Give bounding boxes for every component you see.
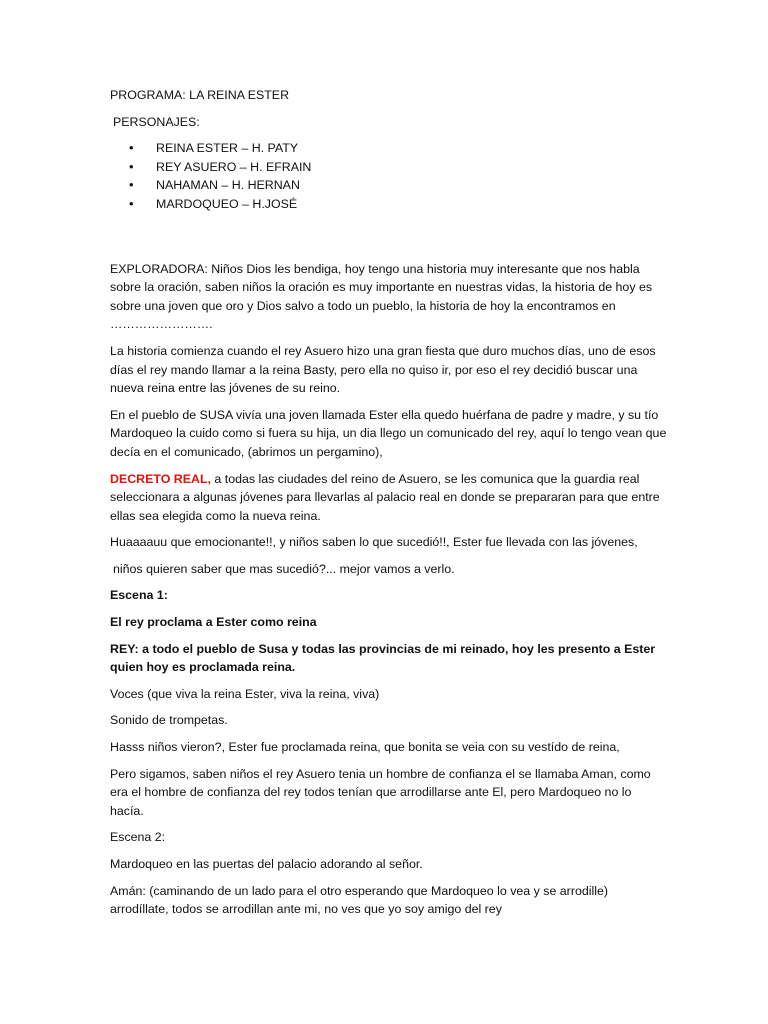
- bullet-icon: •: [129, 140, 134, 156]
- scene-2-heading: Escena 2:: [110, 830, 166, 845]
- bullet-icon: •: [129, 158, 134, 174]
- cast-item: [110, 158, 668, 177]
- story-beginning: La historia comienza cuando el rey Asuero hizo una gran fiesta que duro muchos días, uno de esos días el rey mando llamar a la reina Basty, pero ella no quiso ir, por eso el rey decidió buscar una nueva reina entre las jóvenes de su reino.: [110, 343, 656, 396]
- decree-highlight: DECRETO REAL,: [110, 471, 211, 486]
- program-title: PROGRAMA: LA REINA ESTER: [110, 88, 290, 102]
- cast-item-text: NAHAMAN – H. HERNAN: [156, 178, 300, 193]
- bullet-icon: •: [129, 177, 134, 193]
- narrator-proclaimed: Hasss niños vieron?, Ester fue proclamada reina, que bonita se veia con su vestído de reina,: [110, 740, 620, 755]
- cast-item: [110, 139, 668, 158]
- trumpets-line: Sonido de trompetas.: [110, 713, 228, 728]
- decree-text: a todas las ciudades del reino de Asuero, se les comunica que la guardia real seleccionara a algunas jóvenes para llevarlas al palacio real en donde se prepararan para que entre ellas sea elegida como la nueva reina.: [110, 471, 660, 523]
- royal-decree: [110, 470, 668, 526]
- cast-item-text: MARDOQUEO – H.JOSÉ: [156, 196, 298, 211]
- cast-item-text: REY ASUERO – H. EFRAIN: [156, 159, 312, 174]
- voices-line: Voces (que viva la reina Ester, viva la reina, viva): [110, 686, 380, 701]
- cast-item: [110, 176, 668, 195]
- story-susa: En el pueblo de SUSA vivía una joven llamada Ester ella quedo huérfana de padre y madre, y su tío Mardoqueo la cuido como si fuera su hija, un dia llego un comunicado del rey, aquí lo tengo vean que decía en el comunicado, (abrimos un pergamino),: [110, 407, 667, 459]
- scene-1-title: El rey proclama a Ester como reina: [110, 615, 317, 630]
- narrator-aman: Pero sigamos, saben niños el rey Asuero tenia un hombre de confianza el se llamaba Aman, como era el hombre de confianza del rey todos tenían que arrodillarse ante El, pero Mardoqueo no lo hacía.: [110, 766, 651, 818]
- cast-list: [110, 139, 668, 213]
- narrator-intro: EXPLORADORA: Niños Dios les bendiga, hoy tengo una historia muy interesante que nos habla sobre la oración, saben niños la oración es muy importante en nuestras vidas, la historia de hoy es sobre una joven que oro y Dios salvo a todo un pueblo, la historia de hoy la encontramos en …………………….: [110, 261, 653, 332]
- cast-label: PERSONAJES:: [113, 114, 200, 129]
- narrator-exclaim: Huaaaauu que emocionante!!, y niños saben lo que sucedió!!, Ester fue llevada con las jóvenes,: [110, 535, 638, 550]
- aman-line: Amán: (caminando de un lado para el otro esperando que Mardoqueo lo vea y se arrodille) arrodíllate, todos se arrodillan ante mi, no ves que yo soy amigo del rey: [110, 883, 608, 917]
- cast-item: [110, 195, 668, 214]
- narrator-question: niños quieren saber que mas sucedió?... mejor vamos a verlo.: [113, 561, 455, 576]
- scene-1-heading: Escena 1:: [110, 588, 168, 603]
- king-line: REY: a todo el pueblo de Susa y todas las provincias de mi reinado, hoy les presento a Ester quien hoy es proclamada reina.: [110, 641, 656, 675]
- scene-2-description: Mardoqueo en las puertas del palacio adorando al señor.: [110, 857, 423, 871]
- cast-item-text: REINA ESTER – H. PATY: [156, 141, 299, 156]
- bullet-icon: •: [129, 195, 134, 211]
